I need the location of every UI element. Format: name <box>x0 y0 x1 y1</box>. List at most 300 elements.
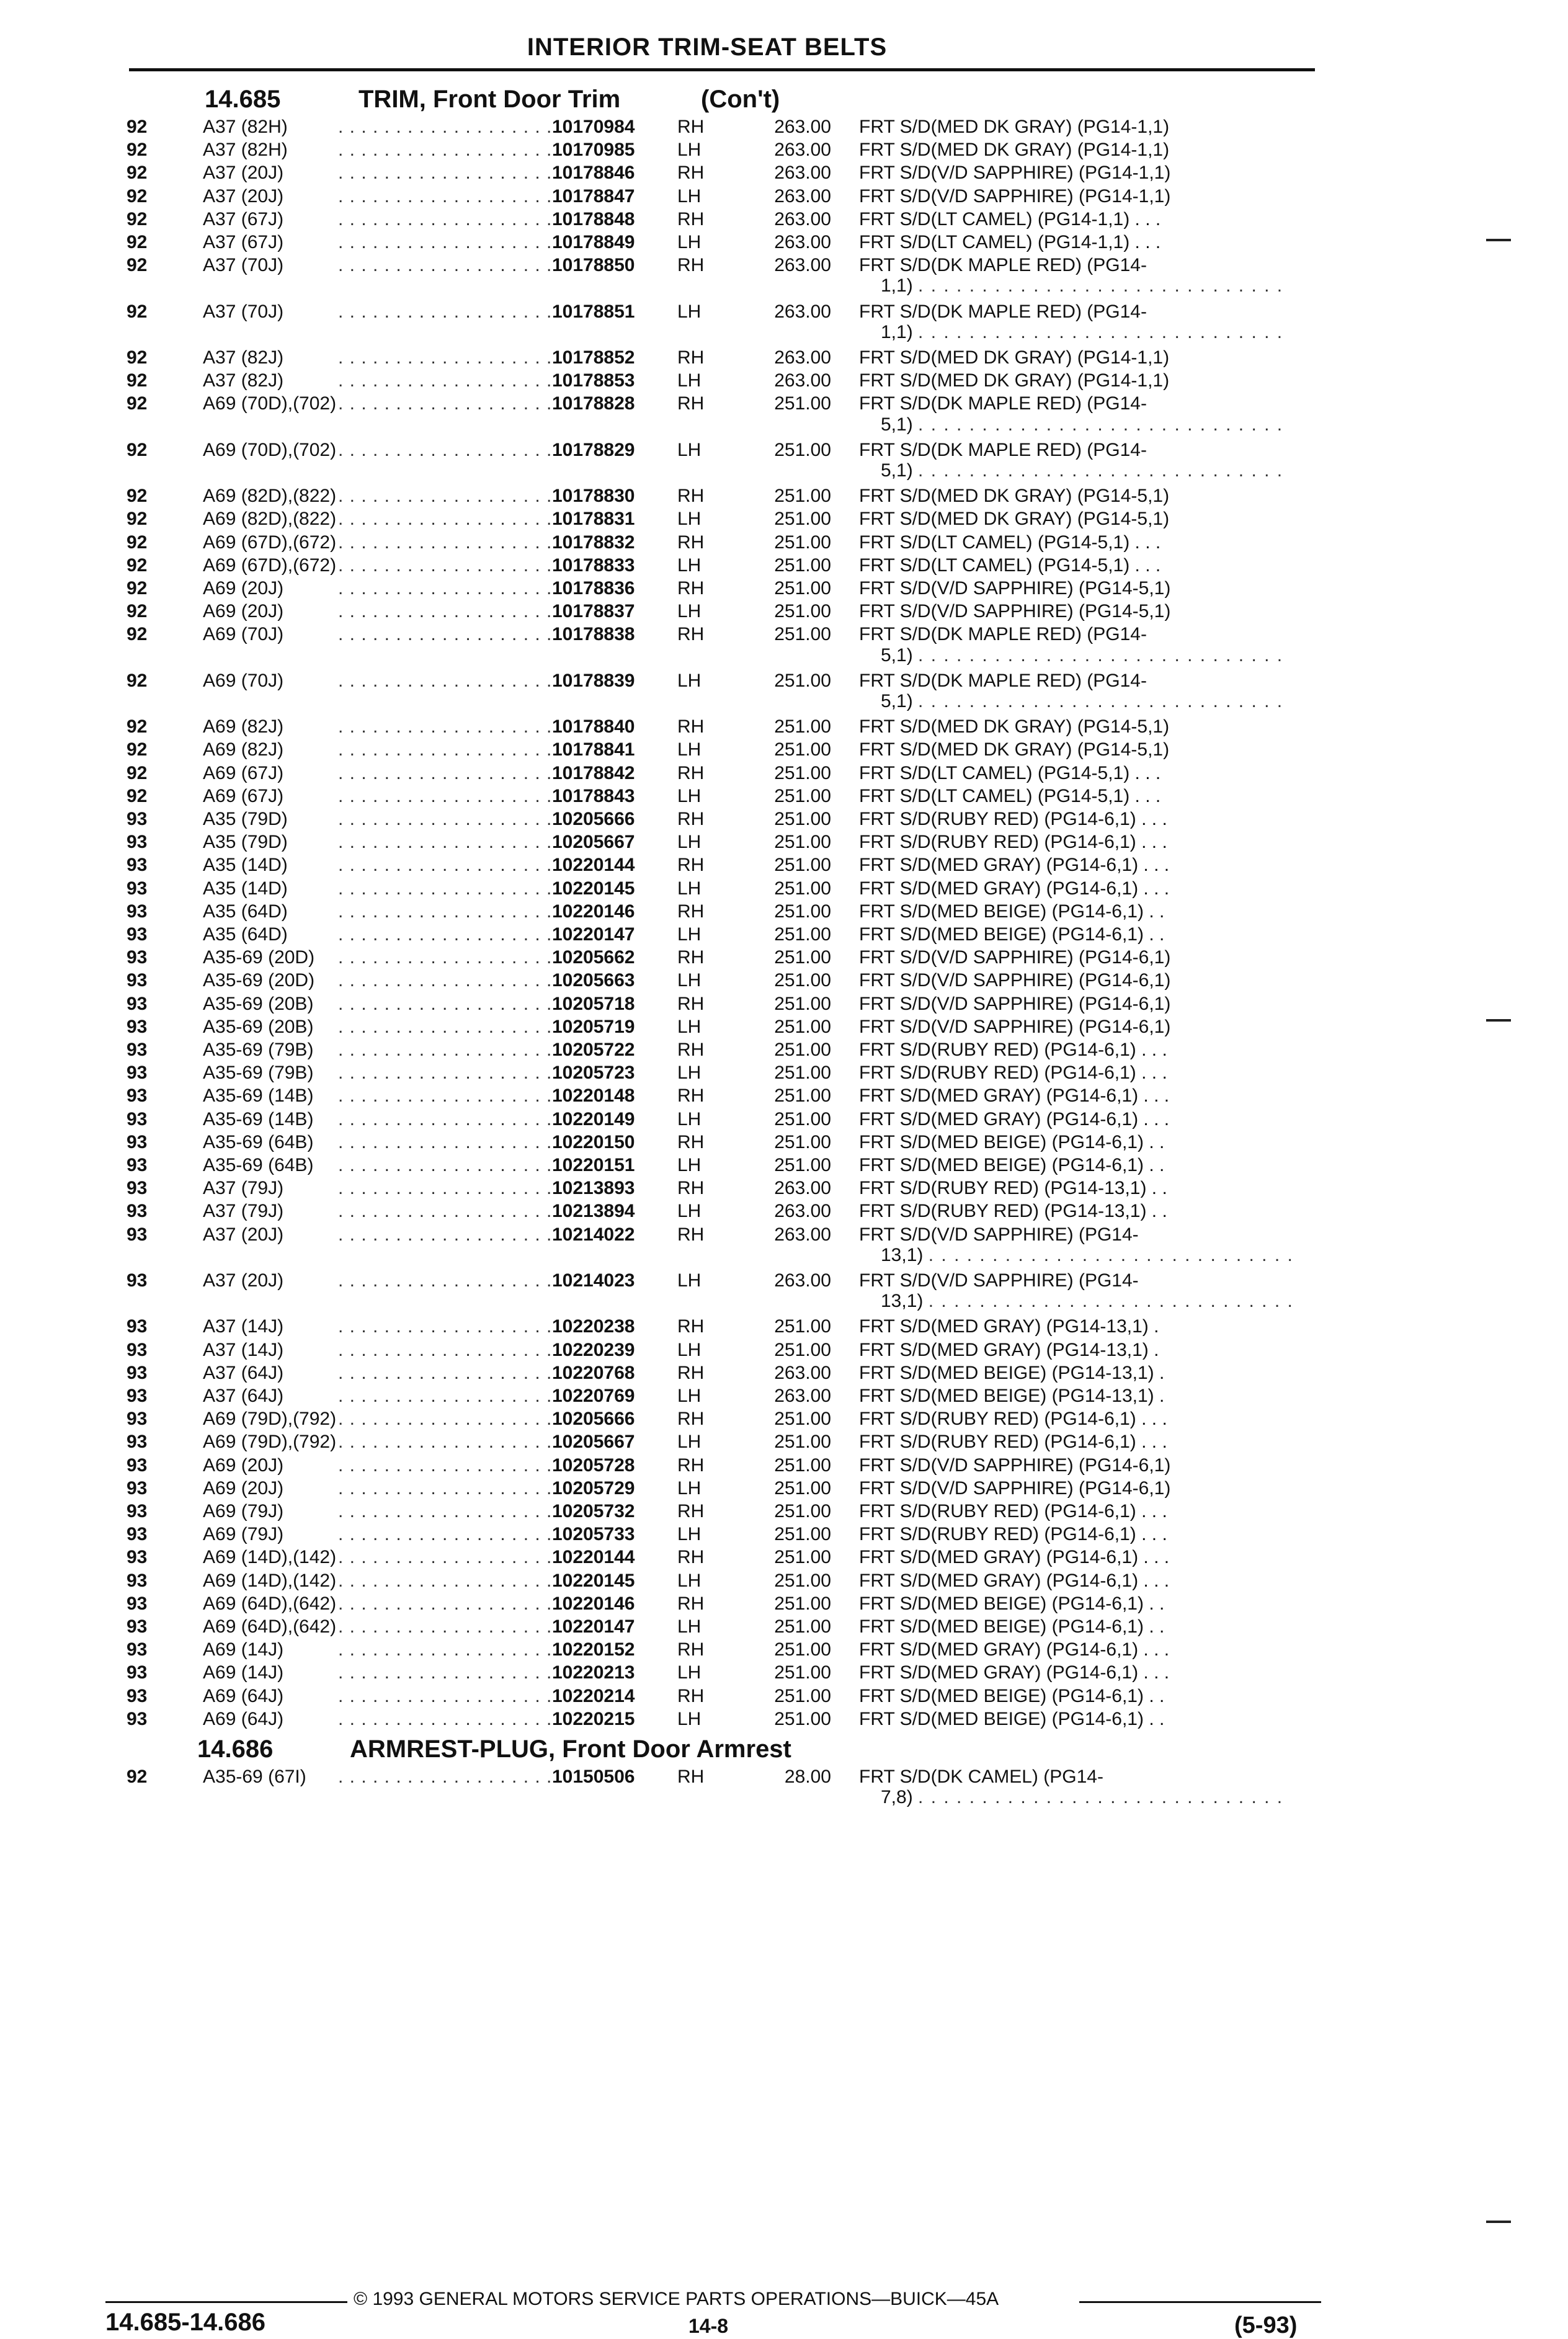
model-code: A69 (79D),(792) <box>203 1409 337 1430</box>
price: 251.00 <box>774 1616 831 1637</box>
leader-dots: . . . . . . . . . . . . . . . . . . . . <box>338 739 564 760</box>
leader-dots: . . . . . . . . . . . . . . . . . . . . <box>338 924 564 945</box>
description <box>859 208 1160 231</box>
description <box>859 946 1170 969</box>
description-continuation <box>881 274 1283 297</box>
description <box>859 762 1160 785</box>
table-row <box>0 1015 1568 1038</box>
model-code: A35 (79D) <box>203 809 288 829</box>
side: RH <box>677 993 705 1014</box>
leader-dots: . . . . . . . . . . . . . . . . . . . . <box>338 1477 564 1499</box>
model-year: 92 <box>127 163 148 184</box>
table-row <box>0 392 1568 415</box>
side: RH <box>677 624 705 645</box>
description <box>859 785 1160 808</box>
description-continuation <box>881 413 1283 436</box>
description-text: FRT S/D(RUBY RED) (PG14-6,1) . . . <box>859 1432 1167 1453</box>
model-code: A69 (20J) <box>203 1477 284 1499</box>
table-row <box>0 531 1568 554</box>
description-text: FRT S/D(DK MAPLE RED) (PG14- <box>859 624 1147 645</box>
part-number: 10220144 <box>552 855 635 876</box>
leader-dots: . . . . . . . . . . . . . . . . . . . . <box>338 1270 564 1291</box>
model-year: 93 <box>127 1316 148 1337</box>
table-row <box>0 300 1568 323</box>
price: 251.00 <box>774 1547 831 1568</box>
model-year: 92 <box>127 762 148 783</box>
price: 251.00 <box>774 878 831 899</box>
part-number: 10178838 <box>552 624 635 645</box>
price: 263.00 <box>774 347 831 368</box>
description-text: FRT S/D(MED GRAY) (PG14-6,1) . . . <box>859 1547 1170 1568</box>
side: LH <box>677 1108 702 1129</box>
side: RH <box>677 1040 705 1060</box>
part-number: 10205732 <box>552 1501 635 1521</box>
description-text: FRT S/D(V/D SAPPHIRE) (PG14-6,1) <box>859 993 1171 1014</box>
model-code: A69 (14J) <box>203 1639 284 1660</box>
model-code: A35-69 (64B) <box>203 1131 314 1152</box>
side: LH <box>677 1201 702 1222</box>
description <box>859 1454 1170 1477</box>
model-code: A35-69 (20B) <box>203 1016 314 1037</box>
description <box>859 1708 1164 1731</box>
part-number: 10213893 <box>552 1178 635 1199</box>
part-number: 10178840 <box>552 716 635 737</box>
price: 263.00 <box>774 301 831 322</box>
price: 251.00 <box>774 739 831 760</box>
table-row <box>0 785 1568 808</box>
part-number: 10205666 <box>552 809 635 829</box>
side: LH <box>677 970 702 991</box>
model-code: A69 (67J) <box>203 785 284 806</box>
description <box>859 715 1169 738</box>
description-text: FRT S/D(RUBY RED) (PG14-6,1) . . . <box>859 1409 1167 1430</box>
description-text: FRT S/D(MED DK GRAY) (PG14-5,1) <box>859 509 1170 530</box>
side: LH <box>677 1662 702 1683</box>
table-row <box>0 346 1568 369</box>
description-text: FRT S/D(DK MAPLE RED) (PG14- <box>859 393 1147 414</box>
description <box>859 1546 1169 1569</box>
model-code: A37 (82J) <box>203 370 284 391</box>
table-row <box>0 669 1568 692</box>
description <box>859 1523 1167 1546</box>
description-text: FRT S/D(DK MAPLE RED) (PG14- <box>859 439 1147 460</box>
part-number: 10178832 <box>552 532 635 553</box>
part-number: 10178848 <box>552 208 635 229</box>
model-year: 92 <box>127 785 148 806</box>
description <box>859 1615 1164 1638</box>
table-row <box>0 554 1568 577</box>
table-row <box>0 577 1568 600</box>
part-number: 10178841 <box>552 739 635 760</box>
part-number: 10220215 <box>552 1708 635 1729</box>
model-year: 93 <box>127 1501 148 1521</box>
description-text: FRT S/D(MED DK GRAY) (PG14-5,1) <box>859 486 1170 507</box>
part-number: 10205718 <box>552 993 635 1014</box>
table-row <box>0 1708 1568 1731</box>
side: RH <box>677 578 705 599</box>
leader-dots: . . . . . . . . . . . . . . . . . . . . <box>338 1339 564 1360</box>
description-text: FRT S/D(LT CAMEL) (PG14-5,1) . . . <box>859 555 1161 576</box>
model-code: A69 (70J) <box>203 624 284 645</box>
price: 251.00 <box>774 809 831 829</box>
price: 251.00 <box>774 1477 831 1499</box>
leader-dots: . . . . . . . . . . . . . . . . . . . . <box>338 1662 564 1683</box>
leader-dots: . . . . . . . . . . . . . . . . . . . . . . . . . . . . . <box>918 691 1284 711</box>
price: 263.00 <box>774 255 831 276</box>
table-row <box>0 507 1568 530</box>
side: LH <box>677 924 702 945</box>
leader-dots: . . . . . . . . . . . . . . . . . . . . <box>338 716 564 737</box>
description-text: FRT S/D(DK MAPLE RED) (PG14- <box>859 301 1147 322</box>
model-code: A69 (82J) <box>203 739 284 760</box>
table-row-continuation <box>0 1786 1568 1809</box>
side: RH <box>677 1178 705 1199</box>
footer-rule <box>105 2301 347 2303</box>
price: 251.00 <box>774 970 831 991</box>
price: 263.00 <box>774 1270 831 1291</box>
model-year: 93 <box>127 1409 148 1430</box>
model-code: A37 (20J) <box>203 163 284 184</box>
model-code: A69 (67D),(672) <box>203 555 337 576</box>
side: RH <box>677 855 705 876</box>
price: 263.00 <box>774 117 831 137</box>
model-code: A37 (82J) <box>203 347 284 368</box>
side: LH <box>677 670 702 691</box>
description-continuation <box>881 690 1283 713</box>
description-text: FRT S/D(MED DK GRAY) (PG14-1,1) <box>859 370 1170 391</box>
description-text: FRT S/D(LT CAMEL) (PG14-1,1) . . . <box>859 232 1161 252</box>
part-number: 10178833 <box>552 555 635 576</box>
header-rule <box>129 68 1315 71</box>
side: RH <box>677 1593 705 1614</box>
description-text: FRT S/D(V/D SAPPHIRE) (PG14-6,1) <box>859 1016 1171 1037</box>
model-year: 93 <box>127 1593 148 1614</box>
leader-dots: . . . . . . . . . . . . . . . . . . . . <box>338 1767 564 1787</box>
footer-copyright: © 1993 GENERAL MOTORS SERVICE PARTS OPERATIONS—BUICK—45A <box>354 2289 999 2309</box>
price: 251.00 <box>774 1708 831 1729</box>
description-text: FRT S/D(RUBY RED) (PG14-6,1) . . . <box>859 832 1167 853</box>
model-year: 93 <box>127 1339 148 1360</box>
model-code: A69 (82D),(822) <box>203 509 337 530</box>
part-number: 10220214 <box>552 1685 635 1706</box>
description <box>859 300 1147 323</box>
leader-dots: . . . . . . . . . . . . . . . . . . . . <box>338 832 564 853</box>
table-row-continuation <box>0 644 1568 667</box>
price: 251.00 <box>774 716 831 737</box>
description <box>859 853 1169 876</box>
table-row-continuation <box>0 459 1568 482</box>
table-row <box>0 853 1568 876</box>
leader-dots: . . . . . . . . . . . . . . . . . . . . . . . . . . . . . <box>918 1787 1284 1808</box>
price: 251.00 <box>774 509 831 530</box>
price: 251.00 <box>774 1085 831 1107</box>
description-text: FRT S/D(RUBY RED) (PG14-6,1) . . . <box>859 1524 1167 1545</box>
margin-tick-mark <box>1486 239 1511 241</box>
table-row <box>0 1269 1568 1292</box>
leader-dots: . . . . . . . . . . . . . . . . . . . . <box>338 1316 564 1337</box>
table-row <box>0 946 1568 969</box>
model-year: 93 <box>127 1201 148 1222</box>
price: 251.00 <box>774 1339 831 1360</box>
side: LH <box>677 301 702 322</box>
part-number: 10205723 <box>552 1063 635 1084</box>
price: 251.00 <box>774 578 831 599</box>
part-number: 10205666 <box>552 1409 635 1430</box>
price: 263.00 <box>774 1178 831 1199</box>
part-number: 10205728 <box>552 1455 635 1476</box>
description-continuation-text: 5,1) <box>881 414 913 435</box>
description-continuation-text: 5,1) <box>881 644 913 666</box>
table-row <box>0 1569 1568 1592</box>
description-text: FRT S/D(RUBY RED) (PG14-6,1) . . . <box>859 809 1167 829</box>
leader-dots: . . . . . . . . . . . . . . . . . . . . <box>338 1432 564 1453</box>
price: 251.00 <box>774 486 831 507</box>
leader-dots: . . . . . . . . . . . . . . . . . . . . <box>338 601 564 622</box>
model-code: A69 (82J) <box>203 716 284 737</box>
model-code: A37 (64J) <box>203 1362 284 1383</box>
leader-dots: . . . . . . . . . . . . . . . . . . . . <box>338 232 564 252</box>
price: 263.00 <box>774 208 831 229</box>
leader-dots: . . . . . . . . . . . . . . . . . . . . <box>338 1547 564 1568</box>
description <box>859 808 1167 831</box>
model-year: 92 <box>127 486 148 507</box>
description <box>859 531 1160 554</box>
model-code: A35 (64D) <box>203 924 288 945</box>
description <box>859 346 1169 369</box>
part-number: 10178852 <box>552 347 635 368</box>
part-number: 10205662 <box>552 947 635 968</box>
section-name: ARMREST-PLUG, Front Door Armrest <box>350 1735 791 1763</box>
section-code: 14.686 <box>197 1735 274 1763</box>
section-code: 14.685 <box>205 86 281 113</box>
part-number: 10178836 <box>552 578 635 599</box>
part-number: 10178847 <box>552 185 635 207</box>
table-row <box>0 762 1568 785</box>
model-code: A69 (82D),(822) <box>203 486 337 507</box>
description-text: FRT S/D(LT CAMEL) (PG14-1,1) . . . <box>859 208 1161 229</box>
description <box>859 1569 1169 1592</box>
table-row-continuation <box>0 321 1568 344</box>
leader-dots: . . . . . . . . . . . . . . . . . . . . <box>338 1085 564 1107</box>
part-number: 10220238 <box>552 1316 635 1337</box>
side: RH <box>677 1685 705 1706</box>
description <box>859 1200 1167 1223</box>
side: RH <box>677 1501 705 1521</box>
leader-dots: . . . . . . . . . . . . . . . . . . . . <box>338 1178 564 1199</box>
model-year: 93 <box>127 1524 148 1545</box>
description-text: FRT S/D(V/D SAPPHIRE) (PG14-5,1) <box>859 578 1171 599</box>
model-year: 93 <box>127 1685 148 1706</box>
price: 251.00 <box>774 785 831 806</box>
model-code: A69 (14D),(142) <box>203 1547 337 1568</box>
model-code: A69 (64J) <box>203 1685 284 1706</box>
model-year: 92 <box>127 140 148 161</box>
description <box>859 1661 1169 1684</box>
side: LH <box>677 1339 702 1360</box>
model-year: 93 <box>127 809 148 829</box>
side: LH <box>677 1155 702 1175</box>
price: 251.00 <box>774 924 831 945</box>
price: 263.00 <box>774 163 831 184</box>
part-number: 10213894 <box>552 1201 635 1222</box>
price: 251.00 <box>774 1063 831 1084</box>
description <box>859 138 1169 161</box>
model-year: 93 <box>127 1386 148 1406</box>
model-code: A69 (67D),(672) <box>203 532 337 553</box>
description <box>859 392 1147 415</box>
model-year: 93 <box>127 1547 148 1568</box>
leader-dots: . . . . . . . . . . . . . . . . . . . . <box>338 1386 564 1406</box>
description-text: FRT S/D(LT CAMEL) (PG14-5,1) . . . <box>859 785 1161 806</box>
part-number: 10220144 <box>552 1547 635 1568</box>
description <box>859 1430 1167 1453</box>
description <box>859 1339 1159 1361</box>
leader-dots: . . . . . . . . . . . . . . . . . . . . <box>338 1593 564 1614</box>
leader-dots: . . . . . . . . . . . . . . . . . . . . <box>338 1108 564 1129</box>
model-year: 93 <box>127 1063 148 1084</box>
leader-dots: . . . . . . . . . . . . . . . . . . . . <box>338 1524 564 1545</box>
part-number: 10220239 <box>552 1339 635 1360</box>
description-text: FRT S/D(MED GRAY) (PG14-6,1) . . . <box>859 855 1170 876</box>
model-year: 93 <box>127 1016 148 1037</box>
leader-dots: . . . . . . . . . . . . . . . . . . . . <box>338 509 564 530</box>
description <box>859 185 1170 208</box>
model-code: A37 (20J) <box>203 185 284 207</box>
model-year: 92 <box>127 255 148 276</box>
table-row <box>0 600 1568 623</box>
price: 251.00 <box>774 1685 831 1706</box>
price: 251.00 <box>774 1570 831 1591</box>
description <box>859 231 1160 254</box>
description-text: FRT S/D(MED GRAY) (PG14-6,1) . . . <box>859 1639 1170 1660</box>
part-number: 10178846 <box>552 163 635 184</box>
table-row <box>0 1154 1568 1177</box>
side: LH <box>677 1616 702 1637</box>
description-continuation-text: 5,1) <box>881 691 913 711</box>
description <box>859 1084 1169 1107</box>
leader-dots: . . . . . . . . . . . . . . . . . . . . <box>338 532 564 553</box>
table-row-continuation <box>0 1244 1568 1267</box>
table-row <box>0 1615 1568 1638</box>
description-text: FRT S/D(LT CAMEL) (PG14-5,1) . . . <box>859 532 1161 553</box>
description-text: FRT S/D(V/D SAPPHIRE) (PG14-6,1) <box>859 1477 1171 1499</box>
model-year: 92 <box>127 439 148 460</box>
model-year: 92 <box>127 208 148 229</box>
side: RH <box>677 1131 705 1152</box>
model-year: 92 <box>127 670 148 691</box>
description <box>859 1765 1103 1788</box>
side: LH <box>677 1016 702 1037</box>
description-text: FRT S/D(RUBY RED) (PG14-13,1) . . <box>859 1178 1167 1199</box>
footer-section-range: 14.685-14.686 <box>105 2309 266 2336</box>
description-text: FRT S/D(MED BEIGE) (PG14-6,1) . . <box>859 1685 1165 1706</box>
model-code: A69 (79J) <box>203 1501 284 1521</box>
table-row <box>0 369 1568 392</box>
part-number: 10220145 <box>552 878 635 899</box>
description <box>859 969 1170 992</box>
table-row <box>0 1661 1568 1684</box>
leader-dots: . . . . . . . . . . . . . . . . . . . . <box>338 163 564 184</box>
part-number: 10214023 <box>552 1270 635 1291</box>
leader-dots: . . . . . . . . . . . . . . . . . . . . <box>338 878 564 899</box>
part-number: 10178849 <box>552 232 635 252</box>
side: RH <box>677 809 705 829</box>
table-row <box>0 1546 1568 1569</box>
price: 263.00 <box>774 232 831 252</box>
side: RH <box>677 347 705 368</box>
margin-tick-mark <box>1486 1019 1511 1022</box>
table-row <box>0 1108 1568 1131</box>
price: 251.00 <box>774 1409 831 1430</box>
leader-dots: . . . . . . . . . . . . . . . . . . . . <box>338 301 564 322</box>
model-code: A69 (67J) <box>203 762 284 783</box>
table-row <box>0 484 1568 507</box>
model-year: 92 <box>127 301 148 322</box>
section-heading <box>205 84 1073 114</box>
side: LH <box>677 185 702 207</box>
description-text: FRT S/D(MED GRAY) (PG14-13,1) . <box>859 1339 1159 1360</box>
leader-dots: . . . . . . . . . . . . . . . . . . . . <box>338 1040 564 1060</box>
description-continuation <box>881 1786 1283 1809</box>
side: LH <box>677 370 702 391</box>
table-row <box>0 1315 1568 1338</box>
price: 251.00 <box>774 1131 831 1152</box>
price: 251.00 <box>774 1316 831 1337</box>
price: 251.00 <box>774 855 831 876</box>
description-text: FRT S/D(RUBY RED) (PG14-6,1) . . . <box>859 1040 1167 1060</box>
table-row <box>0 1384 1568 1407</box>
description-text: FRT S/D(MED GRAY) (PG14-13,1) . <box>859 1316 1159 1337</box>
side: RH <box>677 1767 705 1787</box>
description-continuation <box>881 321 1283 344</box>
leader-dots: . . . . . . . . . . . . . . . . . . . . <box>338 762 564 783</box>
leader-dots: . . . . . . . . . . . . . . . . . . . . <box>338 578 564 599</box>
leader-dots: . . . . . . . . . . . . . . . . . . . . . . . . . . . . . <box>918 275 1284 296</box>
description <box>859 115 1169 138</box>
table-row <box>0 1407 1568 1430</box>
model-year: 93 <box>127 1708 148 1729</box>
price: 251.00 <box>774 1524 831 1545</box>
side: LH <box>677 1386 702 1406</box>
model-year: 92 <box>127 1767 148 1787</box>
side: RH <box>677 1316 705 1337</box>
side: LH <box>677 1708 702 1729</box>
description <box>859 1407 1167 1430</box>
side: LH <box>677 785 702 806</box>
table-row <box>0 1592 1568 1615</box>
part-number: 10220147 <box>552 924 635 945</box>
section-heading <box>197 1734 1066 1764</box>
leader-dots: . . . . . . . . . . . . . . . . . . . . <box>338 208 564 229</box>
description <box>859 1038 1167 1061</box>
model-year: 93 <box>127 1455 148 1476</box>
side: RH <box>677 1362 705 1383</box>
leader-dots: . . . . . . . . . . . . . . . . . . . . <box>338 1016 564 1037</box>
description <box>859 600 1170 623</box>
model-year: 93 <box>127 832 148 853</box>
description-continuation <box>881 1244 1294 1267</box>
part-number: 10170984 <box>552 117 635 137</box>
part-number: 10178842 <box>552 762 635 783</box>
leader-dots: . . . . . . . . . . . . . . . . . . . . <box>338 255 564 276</box>
side: RH <box>677 208 705 229</box>
price: 251.00 <box>774 1501 831 1521</box>
model-code: A37 (70J) <box>203 255 284 276</box>
leader-dots: . . . . . . . . . . . . . . . . . . . . <box>338 1362 564 1383</box>
part-number: 10178850 <box>552 255 635 276</box>
price: 263.00 <box>774 1362 831 1383</box>
table-row <box>0 1038 1568 1061</box>
